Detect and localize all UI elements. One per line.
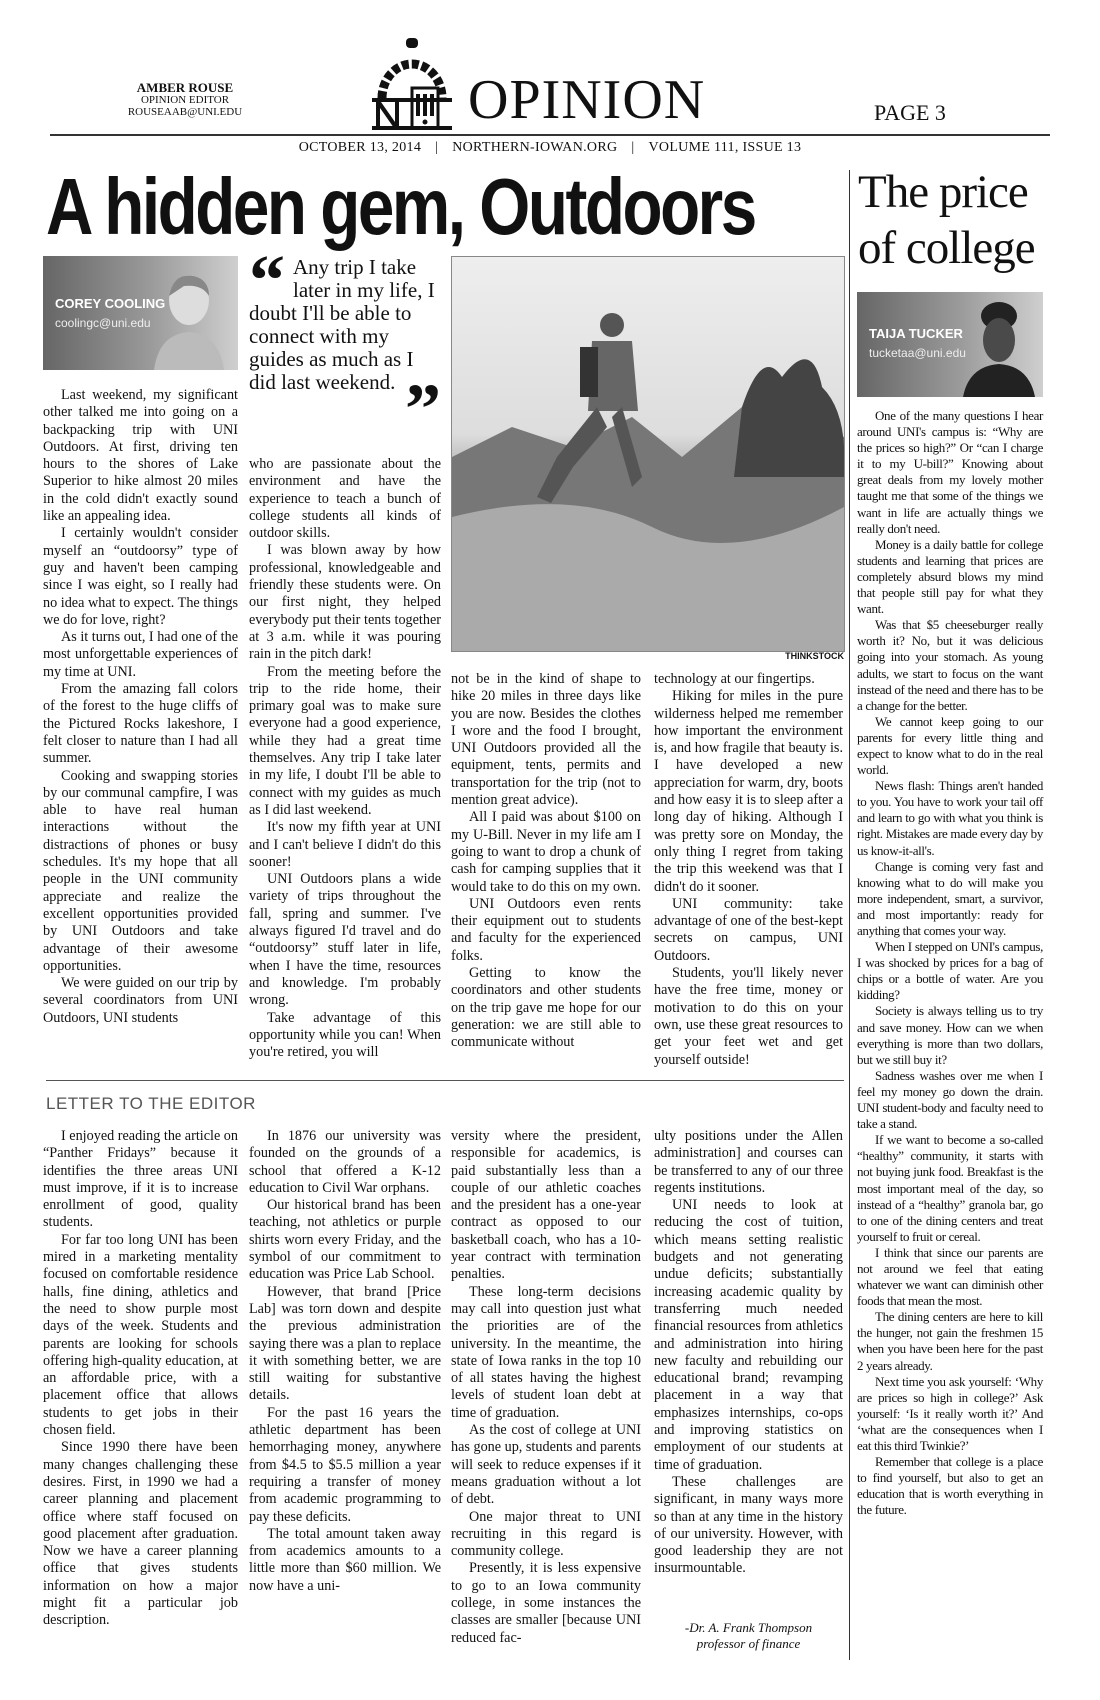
paragraph: Last weekend, my significant other talked me into going on a backpacking trip with UNI Outdoors. At first, driving ten hours to the shores of Lake Superior to hike almost 20 miles in the cold didn't exactly sound like an appealing idea. [43, 387, 238, 525]
paragraph: Next time you ask yourself: ‘Why are prices so high in college?’ Ask yourself: ‘Is it really worth it?’ And ‘what are the consequences when I eat this third Twinkie?’ [857, 1373, 1043, 1453]
paragraph: Change is coming very fast and knowing what to do will make you more independent, smart, a survivor, and most importantly: ready for anything that comes your way. [857, 858, 1043, 938]
issue-date: OCTOBER 13, 2014 [298, 140, 422, 155]
divider [46, 1080, 844, 1081]
photo-credit: THINKSTOCK [785, 651, 844, 661]
editor-name: AMBER ROUSE [136, 80, 234, 95]
issue-number: VOLUME 111, ISSUE 13 [648, 140, 802, 155]
editor-role: OPINION EDITOR [140, 94, 230, 106]
paragraph: The dining centers are here to kill the hunger, not gain the freshmen 15 when you have been here for the past 2 years already. [857, 1309, 1043, 1373]
paragraph: technology at our fingertips. [654, 671, 815, 687]
divider [50, 134, 1050, 136]
paragraph: Money is a daily battle for college students and learning that prices are completely absurd blows my mind that people still pay for what they want. [857, 536, 1043, 617]
paragraph: When I stepped on UNI's campus, I was shocked by prices for a bag of chips or a bottle of water. Are you kidding? [857, 939, 1043, 1003]
author-photo [154, 266, 224, 370]
paragraph: We were guided on our trip by several coordinators from UNI Outdoors, UNI students [43, 975, 238, 1026]
author-box [857, 292, 1043, 397]
paragraph: One of the many questions I hear around UNI's campus is: “Why are the prices so high?” Or “can I charge it to my U-bill?” Knowing about great deals from my lovely mother taught me that some of the things we want in life are actually things we really don't need. [857, 408, 1043, 536]
paragraph: ulty positions under the Allen administration] and courses can be transferred to any of our three regents institutions. [654, 1128, 843, 1196]
letter-column-2 [249, 1128, 441, 1595]
paragraph: Students, you'll likely never have the free time, money or motivation to do this on your own, use these great resources to get your feet wet and get yourself outside! [654, 965, 843, 1068]
paragraph: One major threat to UNI recruiting in this regard is community college. [451, 1508, 641, 1560]
paragraph: Remember that college is a place to find yourself, but also to get an education that is worth everything in the future. [857, 1454, 1043, 1518]
letter-column-4 [654, 1128, 843, 1578]
paragraph: Since 1990 there have been many changes challenging these desires. First, in 1990 we had a career planning and placement office where staff focused on good placement after graduation. Now we have a career planning office that gives students information on how a major might fit a particular job description. [43, 1439, 238, 1629]
uni-arch-logo-icon [368, 36, 456, 132]
site-link[interactable]: NORTHERN-IOWAN.ORG [452, 140, 618, 155]
paragraph: Was that $5 cheeseburger really worth it? No, but it was delicious going into your stomach. As young adults, we start to focus on the want instead of the need and there has to be a change for the better. [857, 617, 1043, 713]
paragraph: Cooking and swapping stories by our communal campfire, I was able to have real human interactions without the distractions of phones or busy schedules. It's my hope that all people in the UNI community appreciate and realize the excellent opportunities provided by UNI Outdoors and take advantage of their awesome opportunities. [43, 767, 238, 974]
paragraph: News flash: Things aren't handed to you. You have to work your tail off and learn to go with what you think is right. Mistakes are made every day by us know-it-all's. [857, 778, 1043, 858]
article-column-4 [654, 671, 843, 1069]
column-divider [849, 170, 850, 1660]
pull-quote-text: Any trip I take later in my life, I doubt I'll be able to connect with my guides as much as I did last weekend. [249, 255, 435, 394]
author-photo [963, 296, 1035, 397]
letter-signature [654, 1620, 843, 1652]
paragraph: Hiking for miles in the pure wilderness helped me remember how important the environment is, and how fragile that beauty is. I have developed a new appreciation for warm, dry, boots and how easy it is to sleep after a long day of hiking. Although I was pretty sore on Monday, the only thing I regret from taking the trip this weekend was that I didn't do it sooner. [654, 688, 843, 895]
paragraph: We cannot keep going to our parents for every little thing and expect to know what to do in the real world. [857, 713, 1043, 778]
paragraph: For far too long UNI has been mired in a marketing mentality focused on comfortable residence halls, fine dining, athletics and the need to show purple most days of the week. Students and parents are looking for schools offering high-quality education, at an affordable price, with a placement office that allows students to get jobs in their chosen field. [43, 1231, 238, 1439]
side-headline: The price of college [858, 166, 1035, 274]
paragraph: Sadness washes over me when I feel my money go down the drain. UNI student-body and faculty need to take a stand. [857, 1067, 1043, 1132]
editor-credit [110, 82, 260, 118]
paragraph: UNI needs to look at reducing the cost of tuition, which means setting realistic budgets and not generating undue deficits; substantially increasing academic quality by transferring much needed financial resources from athletics and administration into hiring new faculty and rebuilding our educational brand; revamping placement in a way that emphasizes internships, co-ops and improving statistics on employment of our students at time of graduation. [654, 1197, 843, 1473]
paragraph: As the cost of college at UNI has gone up, students and parents will seek to reduce expenses if it means graduation without a lot of debt. [451, 1422, 641, 1508]
paragraph: If we want to become a so-called “healthy” community, it starts with not buying junk food. Breakfast is the most important meal of the day, so instead of a “healthy” granola bar, go to one of the dining centers and treat yourself to fruit or cereal. [857, 1132, 1043, 1244]
open-quote-icon: “ [249, 240, 285, 320]
author-email[interactable]: coolingc@uni.edu [55, 316, 151, 330]
paragraph: I certainly wouldn't consider myself an “outdoorsy” type of guy and haven't been camping since I was eight, so I really had no idea what to expect. The things we do for love, right? [43, 525, 238, 628]
article-column-3 [451, 671, 641, 1052]
paragraph: Presently, it is less expensive to go to an Iowa community college, in some instances the classes are smaller [because UNI reduced fac- [451, 1560, 641, 1646]
letter-column-1 [43, 1128, 238, 1630]
author-email[interactable]: tucketaa@uni.edu [869, 346, 966, 360]
paragraph: For the past 16 years the athletic department has been hemorrhaging money, anywhere from $4.5 to $5.5 million a year requiring a transfer of money from academic programming to pay these deficits. [249, 1404, 441, 1525]
paragraph: UNI Outdoors even rents their equipment out to students and faculty for the experienced folks. [451, 895, 641, 964]
paragraph: Our historical brand has been teaching, not athletics or purple shirts worn every Friday, and the symbol of our commitment to education was Price Lab School. [249, 1197, 441, 1283]
letter-column-3 [451, 1128, 641, 1647]
paragraph: who are passionate about the environment and have the experience to teach a bunch of college students all kinds of outdoor skills. [249, 456, 441, 542]
hiker-photo-illustration [452, 257, 844, 651]
paragraph: It's now my fifth year at UNI and I can't believe I didn't do this sooner! [249, 819, 441, 870]
letter-label: LETTER TO THE EDITOR [46, 1094, 256, 1113]
close-quote-icon: ” [405, 369, 441, 449]
pull-quote [249, 240, 441, 449]
paragraph: These long-term decisions may call into question just what the priorities are of the university. In the meantime, the state of Iowa ranks in the top 10 of all states having the highest levels of student loan debt at time of graduation. [451, 1283, 641, 1421]
paragraph: UNI community: take advantage of one of the best-kept secrets on campus, UNI Outdoors. [654, 895, 843, 964]
paragraph: The total amount taken away from academics amounts to a little more than $60 million. We now have a uni- [249, 1525, 441, 1594]
paragraph: I was blown away by how professional, knowledgeable and friendly these students were. On our first night, they helped everybody put their tents together at 3 a.m. while it was pouring rain in the pitch dark! [249, 542, 441, 663]
dateline: OCTOBER 13, 2014 | NORTHERN-IOWAN.ORG | VOLUME 111, ISSUE 13 [298, 140, 802, 155]
paragraph: Society is always telling us to try and save money. How can we when everything is more than two dollars, but we still buy it? [857, 1003, 1043, 1067]
paragraph: From the amazing fall colors of the forest to the huge cliffs of the Pictured Rocks lakeshore, I felt closer to nature than I had all summer. [43, 681, 238, 767]
paragraph: However, that brand [Price Lab] was torn down and despite the previous administration saying there was a plan to replace it with something better, we are still waiting for substantive details. [249, 1283, 441, 1404]
page-number: PAGE 3 [874, 100, 946, 125]
paragraph: I enjoyed reading the article on “Panther Fridays” because it identifies the three areas UNI must improve, if it is to increase enrollment of good, quality students. [43, 1128, 238, 1231]
paragraph: From the meeting before the trip to the ride home, their primary goal was to make sure everyone had a good experience, while they had a great time themselves. Any trip I take later in my life, I doubt I'll be able to connect with my guides as much as I did last weekend. [249, 663, 441, 818]
paragraph: Getting to know the coordinators and other students on the trip gave me hope for our generation: we are still able to communicate without [451, 965, 641, 1051]
article-column-1 [43, 387, 238, 1027]
paragraph: versity where the president, responsible for academics, is paid substantially less than a couple of our athletic coaches and the president has a one-year contract as opposed to our basketball coach, who has a 10-year contract with termination penalties. [451, 1128, 641, 1283]
paragraph: These challenges are significant, in many ways more so than at any time in the history of our university. However, with good leadership they are not insurmountable. [654, 1473, 843, 1577]
paragraph: In 1876 our university was founded on the grounds of a school that offered a K-12 education to Civil War orphans. [249, 1128, 441, 1196]
paragraph: I think that since our parents are not around we feel that eating whatever we want can diminish other foods that mean the most. [857, 1244, 1043, 1309]
article-column-2 [249, 456, 441, 1061]
hiker-photo [451, 256, 845, 652]
editor-email: ROUSEAAB@UNI.EDU [127, 106, 243, 118]
signature-title: professor of finance [696, 1636, 801, 1651]
paragraph: As it turns out, I had one of the most unforgettable experiences of my time at UNI. [43, 629, 238, 680]
section-title: OPINION [468, 69, 706, 131]
paragraph: Take advantage of this opportunity while you can! When you're retired, you will [249, 1009, 441, 1061]
signature-name: -Dr. A. Frank Thompson [684, 1620, 813, 1635]
side-article-body [857, 408, 1043, 1518]
paragraph: UNI Outdoors plans a wide variety of trips throughout the fall, spring and summer. I've always figured I'd travel and do “outdoorsy” stuff later in life, when I have the time, resources and knowledge. I'm probably wrong. [249, 871, 441, 1009]
paragraph: not be in the kind of shape to hike 20 miles in three days like you are now. Besides the clothes I wore and the food I brought, UNI Outdoors provided all the equipment, tents, permits and transportation for the trip (not to mention great advice). [451, 671, 641, 809]
author-name: TAIJA TUCKER [869, 326, 963, 341]
headline: A hidden gem, Outdoors [46, 162, 755, 251]
author-box [43, 256, 238, 370]
author-name: COREY COOLING [55, 296, 166, 311]
paragraph: All I paid was about $100 on my U-Bill. Never in my life am I going to want to drop a chunk of cash for camping supplies that it would take to do this on my own. [451, 809, 641, 895]
